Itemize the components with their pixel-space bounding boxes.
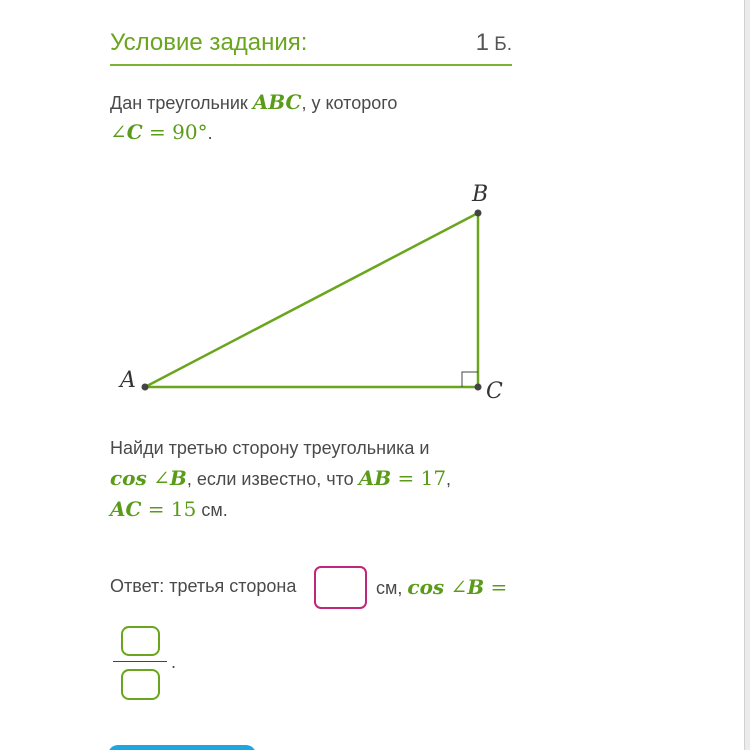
angle-end: . [207, 123, 213, 143]
cos-vertex: B [169, 466, 187, 490]
task-mid-text: , если известно, что [186, 469, 359, 489]
ac-value: = 15 [141, 497, 197, 521]
angle-symbol: ∠ [110, 120, 127, 144]
fraction-bar [113, 661, 167, 662]
label-c: C [486, 379, 503, 404]
cos-denominator-input[interactable] [121, 669, 160, 700]
cos-numerator-input[interactable] [121, 626, 160, 656]
third-side-input[interactable] [314, 566, 367, 609]
label-b: B [472, 182, 489, 207]
task-line-3 [110, 497, 228, 521]
points-value: 1 [475, 29, 489, 56]
points-unit: Б. [488, 34, 512, 55]
submit-button[interactable] [108, 745, 256, 750]
task-title: Условие задания: [110, 29, 308, 56]
cos-angle-symbol: ∠ [146, 466, 170, 490]
unit-text: см. [196, 500, 228, 520]
task-comma: , [446, 469, 452, 489]
problem-angle [110, 120, 213, 144]
ac-name: AC [110, 497, 142, 521]
triangle-name: ABC [252, 90, 302, 114]
task-line-2 [110, 466, 451, 490]
task-line-1: Найди третью сторону треугольника и [110, 438, 430, 458]
answer-cos-line [376, 575, 507, 599]
intro-suffix: , у которого [301, 93, 398, 113]
ab-value: = 17 [391, 466, 447, 490]
side-ab [145, 213, 478, 387]
label-a: A [120, 368, 136, 393]
cos-text: cos [110, 466, 147, 490]
answer-unit: см, [376, 578, 408, 598]
intro-text: Дан треугольник [110, 93, 253, 113]
task-points [476, 29, 512, 57]
answer-cos-vertex: B [467, 575, 485, 599]
triangle-svg [110, 175, 520, 410]
point-a [142, 384, 149, 391]
answer-cos-text: cos [407, 575, 445, 599]
ab-name: AB [358, 466, 392, 490]
answer-cos-angle: ∠ [444, 575, 468, 599]
angle-vertex: C [126, 120, 143, 144]
problem-intro [110, 90, 397, 114]
point-c [475, 384, 482, 391]
page-right-border [744, 0, 750, 750]
answer-equals: = [484, 575, 508, 599]
angle-equals: = 90° [142, 120, 208, 144]
triangle-figure [110, 175, 520, 410]
point-b [475, 210, 482, 217]
task-header [110, 26, 512, 66]
answer-label: Ответ: третья сторона [110, 576, 297, 596]
fraction-end-dot: . [171, 652, 177, 672]
